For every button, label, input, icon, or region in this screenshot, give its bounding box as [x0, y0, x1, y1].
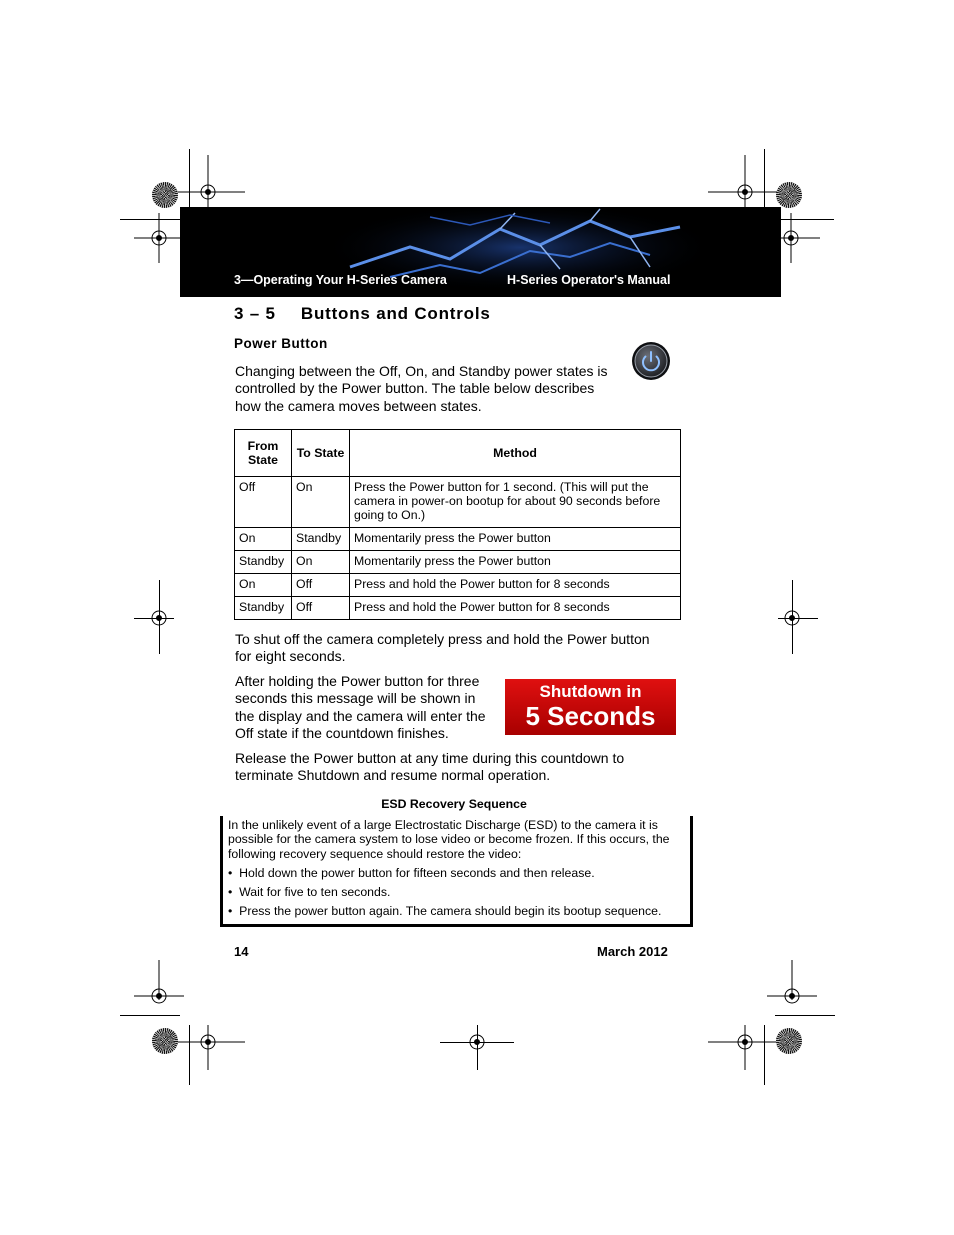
registration-mark: [767, 960, 817, 1003]
esd-step: Wait for five to ten seconds.: [239, 885, 391, 899]
cell-to: On: [292, 551, 350, 574]
list-item: • Press the power button again. The camera should begin its bootup sequence.: [228, 904, 662, 918]
col-header-method: Method: [350, 430, 681, 477]
esd-title: ESD Recovery Sequence: [381, 797, 527, 811]
section-title-text: Buttons and Controls: [300, 304, 491, 323]
registration-mark: [470, 1035, 484, 1049]
col-header-to: To State: [292, 430, 350, 477]
esd-step: Hold down the power button for fifteen seconds and then release.: [239, 866, 595, 880]
release-paragraph: [235, 750, 685, 785]
intro-line: Changing between the Off, On, and Standby power states is: [235, 363, 608, 379]
table-row: [235, 551, 681, 574]
shutoff-line: To shut off the camera completely press and hold the Power button: [235, 631, 650, 647]
table-row: [235, 574, 681, 597]
registration-mark: [785, 611, 799, 625]
shutdown-message-display: [505, 679, 676, 735]
registration-mark: [708, 1025, 782, 1070]
cell-from: Off: [235, 477, 292, 528]
intro-line: how the camera moves between states.: [235, 397, 482, 414]
shutdown-line-1: Shutdown in: [539, 682, 642, 701]
cell-from: On: [235, 574, 292, 597]
cell-to: Off: [292, 597, 350, 620]
holding-line: After holding the Power button for three: [235, 673, 480, 689]
page-header: [180, 207, 781, 297]
section-title: [234, 304, 491, 324]
esd-intro: In the unlikely event of a large Electrostatic Discharge (ESD) to the camera it is possible for the camera system to lose video or become frozen. If this occurs, the following recovery sequence should restore the video:: [228, 818, 670, 861]
table-row: [235, 528, 681, 551]
holding-line: seconds this message will be shown in: [235, 690, 476, 707]
intro-line: controlled by the Power button. The table below describes: [235, 380, 595, 397]
footer-date: March 2012: [597, 944, 668, 959]
registration-wheel-icon: [776, 182, 802, 208]
shutoff-paragraph: [235, 631, 685, 666]
esd-step: Press the power button again. The camera should begin its bootup sequence.: [239, 904, 662, 918]
cell-to: On: [292, 477, 350, 528]
cell-to: Off: [292, 574, 350, 597]
registration-wheel-icon: [152, 1028, 178, 1054]
cell-from: Standby: [235, 597, 292, 620]
registration-mark: [171, 1025, 245, 1070]
registration-wheel-icon: [776, 1028, 802, 1054]
shutdown-line-2: 5 Seconds: [525, 701, 656, 731]
intro-paragraph: [235, 363, 630, 415]
cell-from: On: [235, 528, 292, 551]
release-line: terminate Shutdown and resume normal operation.: [235, 767, 551, 784]
cell-method: Press and hold the Power button for 8 seconds: [350, 597, 681, 620]
registration-mark: [152, 611, 166, 625]
header-chapter: 3—Operating Your H-Series Camera: [234, 273, 447, 287]
registration-mark: [134, 213, 184, 263]
holding-paragraph: [235, 673, 500, 742]
registration-mark: [134, 960, 184, 1003]
power-icon: [631, 341, 671, 381]
cell-method: Press and hold the Power button for 8 seconds: [350, 574, 681, 597]
table-row: [235, 597, 681, 620]
table-row: [235, 477, 681, 528]
page-number: 14: [234, 944, 249, 959]
shutoff-line: for eight seconds.: [235, 648, 346, 665]
cell-method: Momentarily press the Power button: [350, 551, 681, 574]
cell-method: Momentarily press the Power button: [350, 528, 681, 551]
holding-line: the display and the camera will enter the: [235, 707, 486, 724]
section-number: 3 – 5: [234, 304, 276, 323]
registration-wheel-icon: [152, 182, 178, 208]
power-state-table: [234, 429, 681, 620]
holding-line: Off state if the countdown finishes.: [235, 724, 449, 741]
list-item: • Hold down the power button for fifteen seconds and then release.: [228, 866, 595, 880]
cell-method: Press the Power button for 1 second. (This will put the camera in power-on bootup for about 90 seconds before going to On.): [350, 477, 681, 528]
esd-steps: [228, 864, 690, 921]
cell-to: Standby: [292, 528, 350, 551]
header-manual: H-Series Operator's Manual: [507, 273, 671, 287]
release-line: Release the Power button at any time during this countdown to: [235, 750, 625, 766]
col-header-from: From State: [235, 430, 292, 477]
cell-from: Standby: [235, 551, 292, 574]
power-button-heading: Power Button: [234, 336, 328, 351]
list-item: • Wait for five to ten seconds.: [228, 885, 391, 899]
esd-callout-box: [220, 816, 693, 927]
